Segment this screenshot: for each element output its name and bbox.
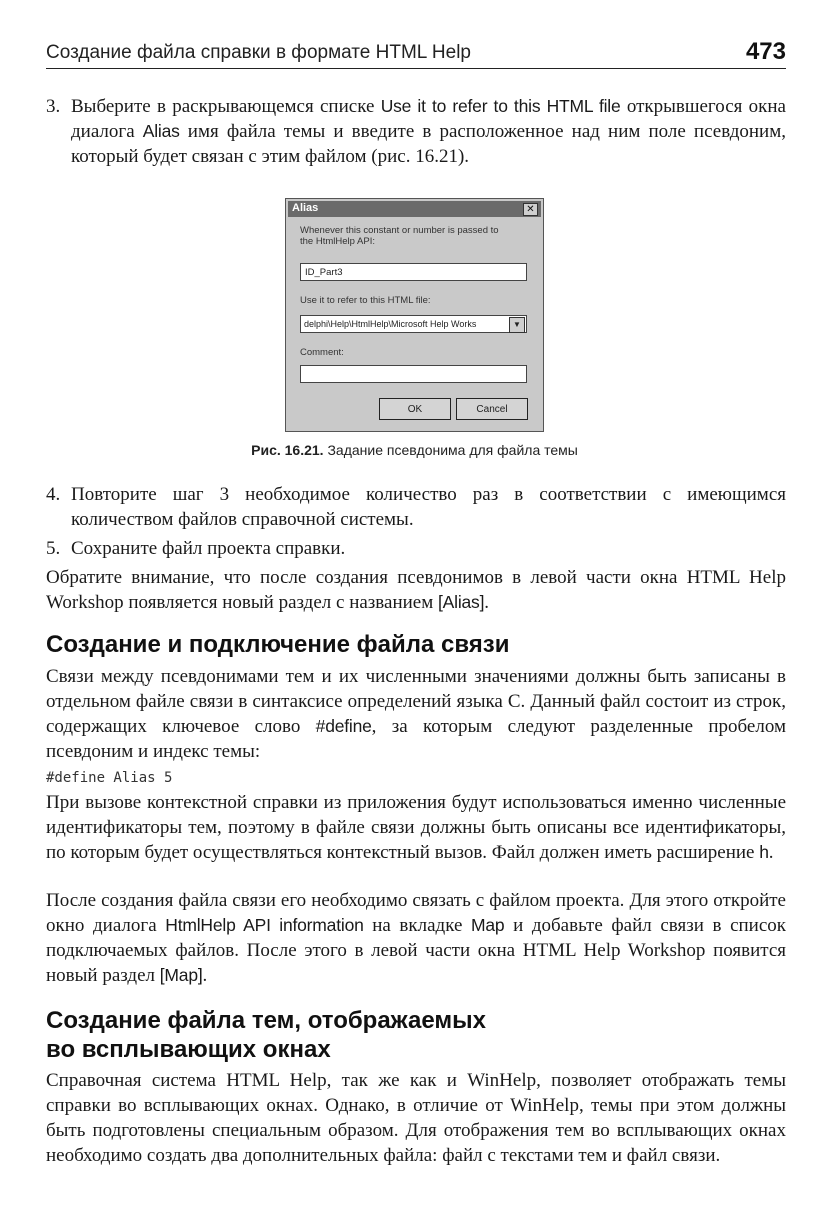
text-run: имя файла темы и введите в расположенное над ним поле псевдоним, который будет связан с этим файлом (рис. 16.21). [71,121,786,167]
text-run: . [202,965,208,986]
running-header [46,38,786,69]
text-run: и добавьте файл связи в список подключаемых файлов. После этого в левой части окна HTML Help Workshop появится новый раздел [46,915,787,986]
figure-caption [0,442,829,458]
section-heading-popup-topics [46,1006,786,1064]
running-title: Создание файла справки в формате HTML Help [46,42,471,63]
chevron-down-icon[interactable]: ▼ [509,317,525,333]
code-term: [Alias] [438,592,485,612]
paragraph-link-project [46,888,786,988]
list-body: Сохраните файл проекта справки. [71,538,346,559]
text-run: на вкладке [363,915,472,936]
code-term: HtmlHelp API information [165,915,364,935]
ui-term: Use it to refer to this HTML file [380,96,621,116]
caption-label: Рис. 16.21. [251,442,324,458]
paragraph-context-ids [46,790,786,865]
alias-input[interactable]: ID_Part3 [300,263,527,281]
code-term: h [759,842,769,862]
list-item-step-4 [46,482,786,532]
ui-term: Alias [142,121,180,141]
section-heading-link-file: Создание и подключение файла связи [46,631,510,658]
paragraph-note [46,565,786,615]
list-item-step-5 [46,536,786,561]
paragraph-popup-topics: Справочная система HTML Help, так же как и WinHelp, позволяет отображать темы справки во всплывающих окнах. Однако, в отличие от WinHelp, темы при этом должны быть подготовлены специальным образом. Для отображения тем во всплывающих окнах необходимо создать два дополнительных файла: файл с текстами тем и файл связи. [46,1070,786,1166]
cancel-button[interactable]: Cancel [456,398,528,420]
dialog-titlebar [288,201,541,217]
heading-line: во всплывающих окнах [46,1036,331,1063]
code-term: Map [471,915,505,935]
html-file-select[interactable] [300,315,527,333]
ok-button[interactable]: OK [379,398,451,420]
code-term: #define [315,716,372,736]
text-run: , за которым следуют разделенные пробелом псевдоним и индекс темы: [46,716,786,762]
list-number: 5. [46,538,61,559]
text-run: Выберите в раскрывающемся списке [71,96,381,117]
list-body [71,94,786,169]
text-run: открывшегося окна диалога [71,96,786,142]
html-file-value: delphi\Help\HtmlHelp\Microsoft Help Works [304,319,477,329]
list-body: Повторите шаг 3 необходимое количество раз в соответствии с имеющимся количеством файлов справочной системы. [71,484,786,530]
text-run: После создания файла связи его необходимо связать с файлом проекта. Для этого откройте окно диалога [46,890,786,936]
list-number: 4. [46,484,61,505]
text-run: . [768,842,774,863]
alias-dialog-figure [285,198,544,432]
dialog-title: Alias [292,202,319,214]
constant-label: Whenever this constant or number is passed to the HtmlHelp API: [300,225,499,247]
text-run: Обратите внимание, что после создания псевдонимов в левой части окна HTML Help Workshop появляется новый раздел с названием [46,567,786,613]
comment-input[interactable] [300,365,527,383]
list-number: 3. [46,96,61,117]
caption-text: Задание псевдонима для файла темы [323,442,578,458]
page-number: 473 [745,38,786,65]
list-item-step-3 [46,94,786,169]
heading-line: Создание файла тем, отображаемых [46,1007,486,1034]
text-run: . [484,592,490,613]
text-run: Связи между псевдонимами тем и их численными значениями должны быть записаны в отдельном файле связи в синтаксисе определений языка C. Данный файл состоит из строк, содержащих ключевое слово [46,666,786,737]
code-term: [Map] [159,965,203,985]
code-example: #define Alias 5 [46,770,173,786]
comment-label: Comment: [300,347,344,358]
text-run: При вызове контекстной справки из приложения будут использоваться именно численные идентификаторы тем, поэтому в файле связи должны быть описаны все идентификаторы, по которым будет осуществляться контекстный вызов. Файл должен иметь расширение [46,792,786,863]
refer-label: Use it to refer to this HTML file: [300,295,431,306]
close-icon[interactable]: ✕ [523,203,538,216]
paragraph-link-file [46,664,786,764]
